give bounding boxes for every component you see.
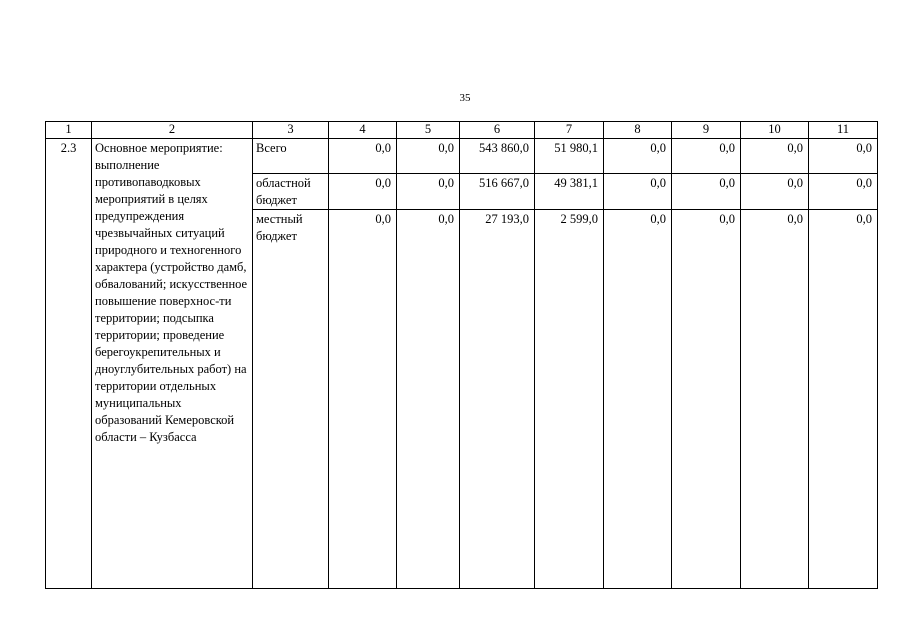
table-cell: 51 980,1 xyxy=(535,139,604,174)
table-cell: 0,0 xyxy=(604,174,672,210)
funding-source: областной бюджет xyxy=(253,174,329,210)
column-number: 8 xyxy=(604,122,672,139)
table-cell: 543 860,0 xyxy=(460,139,535,174)
table-cell: 0,0 xyxy=(397,139,460,174)
table-cell: 49 381,1 xyxy=(535,174,604,210)
column-number: 9 xyxy=(672,122,741,139)
table-cell: 0,0 xyxy=(672,139,741,174)
table-cell: 0,0 xyxy=(329,210,397,589)
column-number: 5 xyxy=(397,122,460,139)
table-cell: 0,0 xyxy=(397,174,460,210)
column-number: 3 xyxy=(253,122,329,139)
table-cell: 2 599,0 xyxy=(535,210,604,589)
column-number: 4 xyxy=(329,122,397,139)
table-cell: 516 667,0 xyxy=(460,174,535,210)
column-number: 10 xyxy=(741,122,809,139)
table-cell: 0,0 xyxy=(397,210,460,589)
column-number: 7 xyxy=(535,122,604,139)
item-code: 2.3 xyxy=(46,139,92,589)
table-cell: 0,0 xyxy=(741,139,809,174)
table-cell: 0,0 xyxy=(672,210,741,589)
funding-source: Всего xyxy=(253,139,329,174)
table-cell: 27 193,0 xyxy=(460,210,535,589)
table-cell: 0,0 xyxy=(741,174,809,210)
column-number: 6 xyxy=(460,122,535,139)
table-cell: 0,0 xyxy=(672,174,741,210)
item-description: Основное мероприятие: выполнение противопаводковых мероприятий в целях предупреждения чрезвычайных ситуаций природного и техногенного характера (устройство дамб, обвалований; искусственное повышение поверхнос-ти территории; подсыпка территории; проведение берегоукрепительных и дноуглубительных работ) на территории отдельных муниципальных образований Кемеровской области – Кузбасса xyxy=(92,139,253,589)
table-cell: 0,0 xyxy=(604,139,672,174)
table-cell: 0,0 xyxy=(809,210,878,589)
column-number: 1 xyxy=(46,122,92,139)
table-cell: 0,0 xyxy=(809,174,878,210)
column-number: 2 xyxy=(92,122,253,139)
table-cell: 0,0 xyxy=(809,139,878,174)
table-cell: 0,0 xyxy=(329,139,397,174)
page-number: 35 xyxy=(459,92,471,104)
table-cell: 0,0 xyxy=(604,210,672,589)
budget-table xyxy=(45,121,878,589)
table-cell: 0,0 xyxy=(741,210,809,589)
column-number: 11 xyxy=(809,122,878,139)
funding-source: местный бюджет xyxy=(253,210,329,589)
table-cell: 0,0 xyxy=(329,174,397,210)
column-number-row xyxy=(46,122,878,139)
table-row xyxy=(46,139,878,174)
